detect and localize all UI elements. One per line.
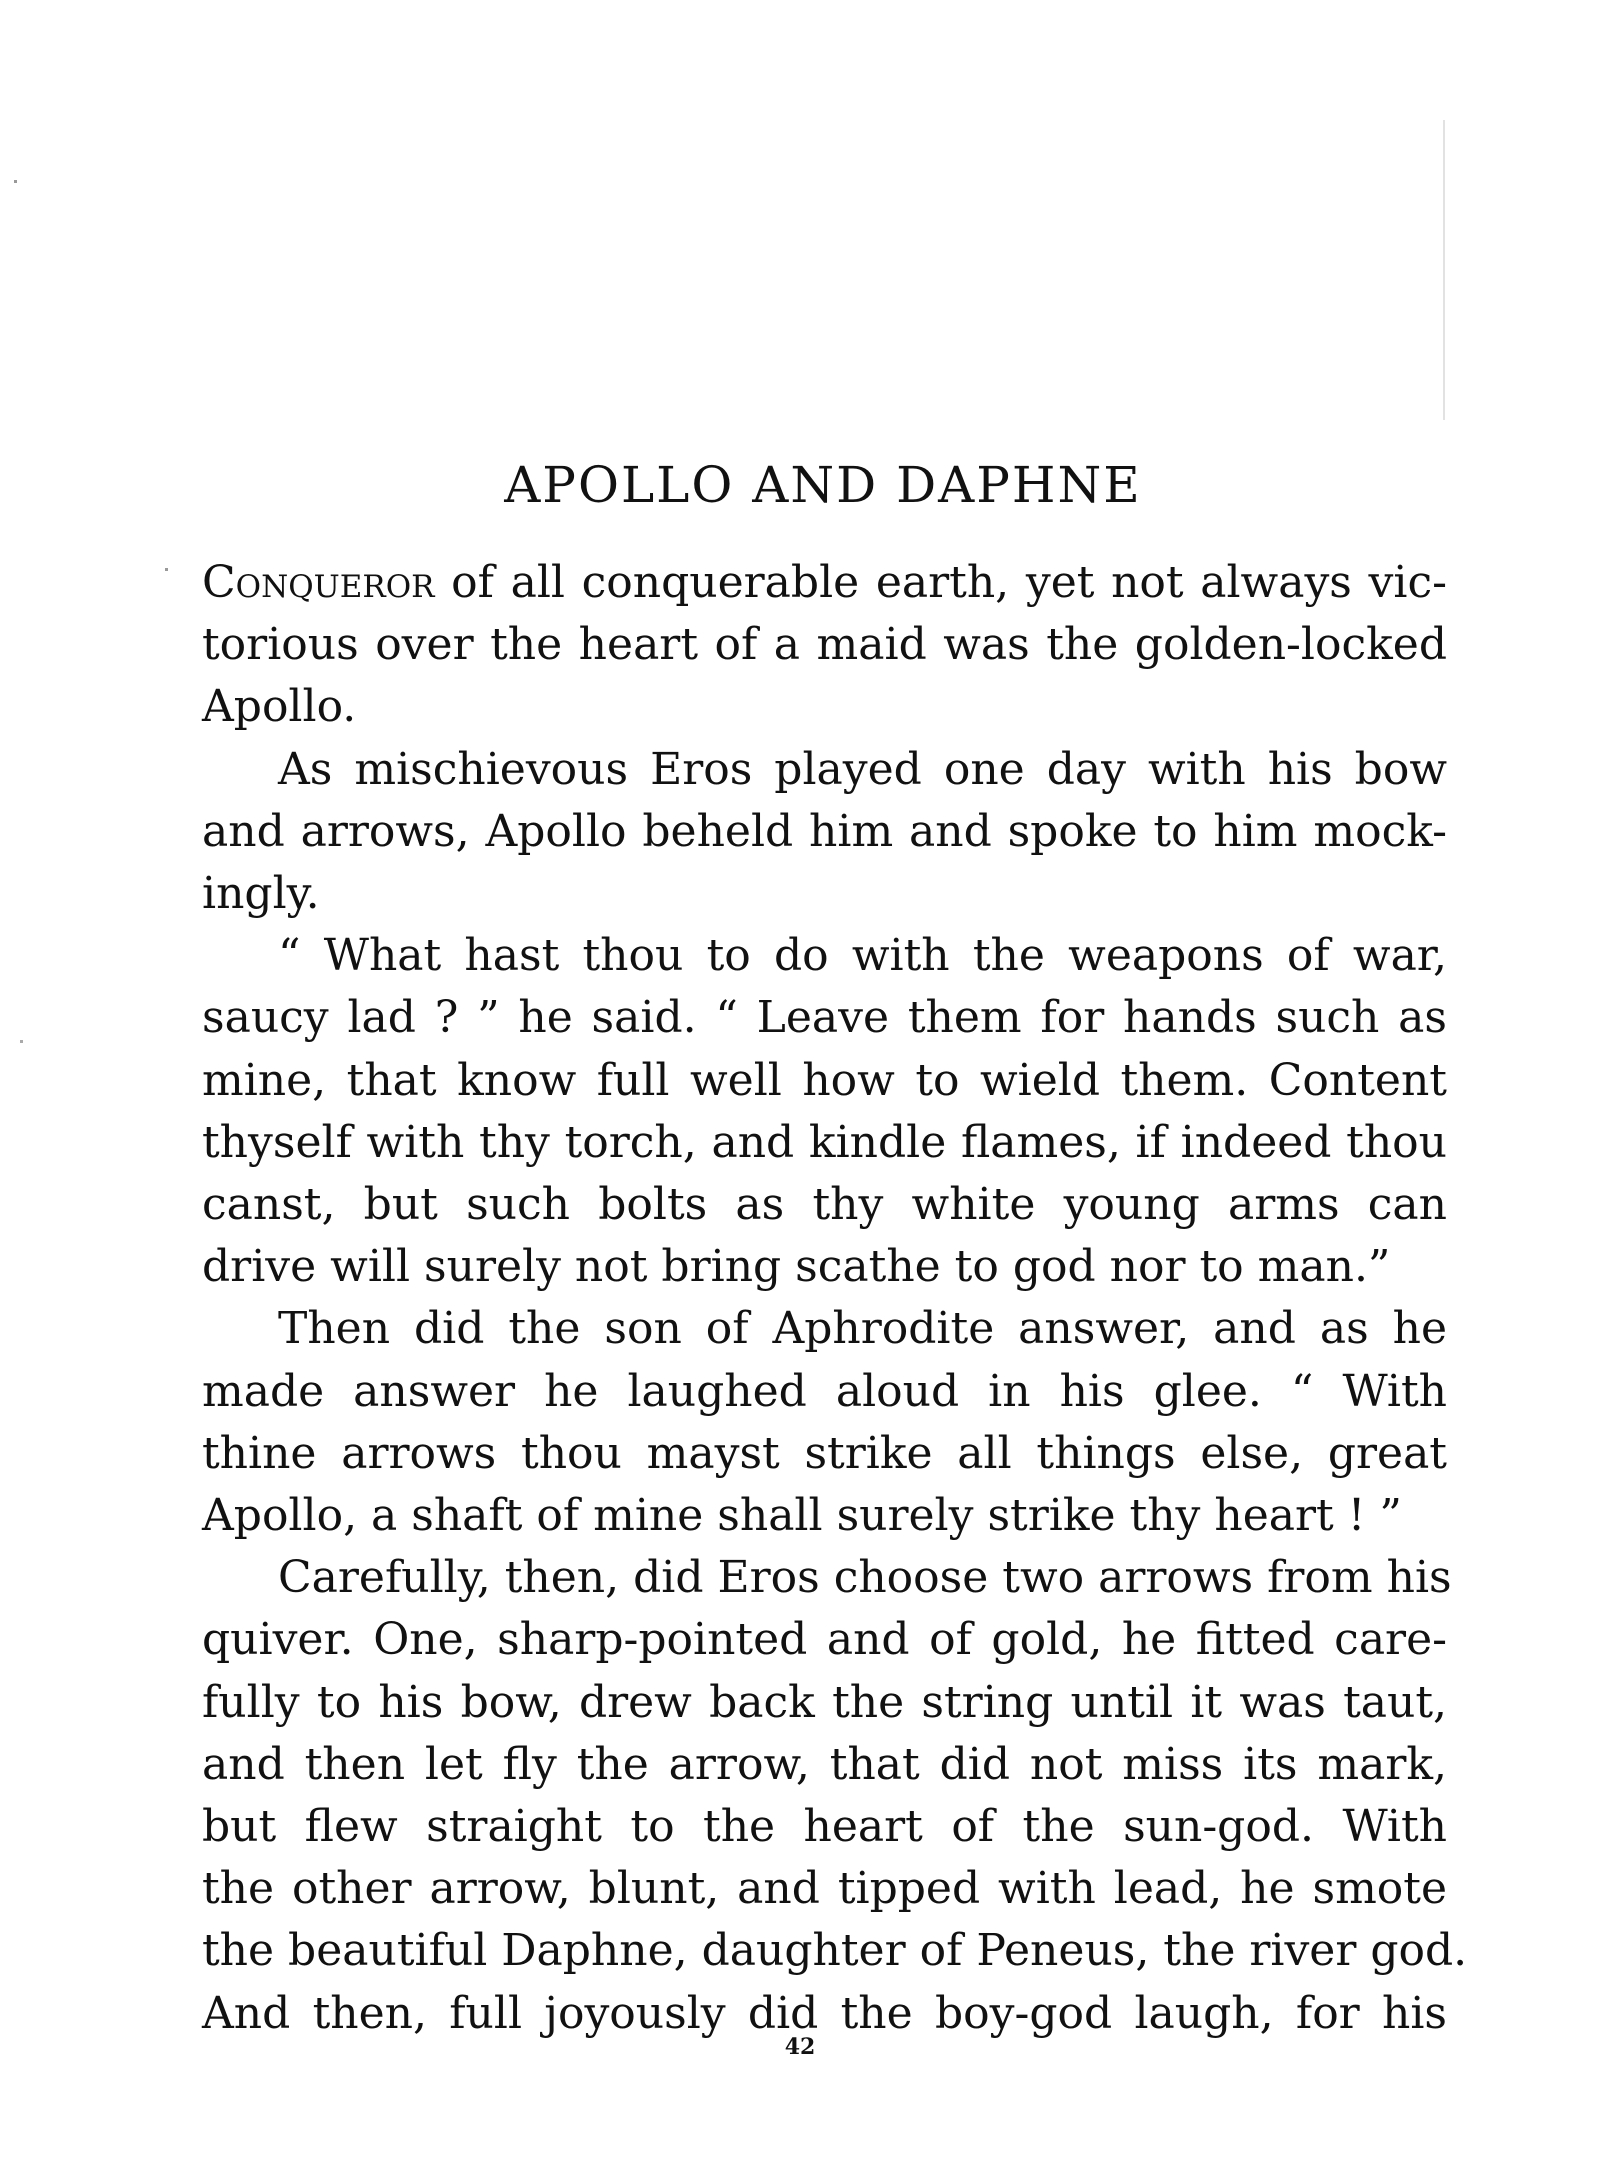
scan-dust <box>165 568 168 571</box>
scan-dust <box>20 1040 23 1043</box>
chapter-title: APOLLO AND DAPHNE <box>504 456 1142 514</box>
paragraph-1 <box>202 552 1447 739</box>
scan-edge-mark <box>1443 120 1445 420</box>
text-line: and then let fly the arrow, that did not miss its mark, <box>202 1738 1447 1790</box>
text-line: mine, that know full well how to wield them. Content <box>202 1054 1447 1106</box>
text-line: Then did the son of Aphrodite answer, and as he <box>278 1303 1447 1355</box>
text-line: quiver. One, sharp-pointed and of gold, he fitted care- <box>202 1614 1447 1666</box>
text-line: thyself with thy torch, and kindle flames, if indeed thou <box>202 1116 1447 1168</box>
text-line: And then, full joyously did the boy-god laugh, for his <box>202 1987 1447 2039</box>
text-line: Apollo. <box>202 681 357 733</box>
paragraph-3 <box>202 925 1447 1298</box>
text-line: torious over the heart of a maid was the golden-locked <box>202 619 1447 671</box>
text-line: and arrows, Apollo beheld him and spoke to him mock- <box>202 805 1447 857</box>
paragraph-4 <box>202 1298 1447 1547</box>
text-line: Apollo, a shaft of mine shall surely strike thy heart ! ” <box>202 1490 1402 1542</box>
lead-word: Conqueror <box>202 557 435 608</box>
text-line: the beautiful Daphne, daughter of Peneus, the river god. <box>202 1925 1468 1977</box>
paragraph-2 <box>202 739 1447 926</box>
text-line: the other arrow, blunt, and tipped with lead, he smote <box>202 1863 1447 1915</box>
text-line: fully to his bow, drew back the string until it was taut, <box>202 1676 1447 1728</box>
text-line: made answer he laughed aloud in his glee. “ With <box>202 1365 1447 1417</box>
text-line: canst, but such bolts as thy white young arms can <box>202 1179 1447 1231</box>
text-line: thine arrows thou mayst strike all things else, great <box>202 1427 1447 1479</box>
text-line: As mischievous Eros played one day with his bow <box>278 743 1447 795</box>
text-line: drive will surely not bring scathe to god nor to man.” <box>202 1241 1391 1293</box>
page-number: 42 <box>784 2034 816 2060</box>
text-line: but flew straight to the heart of the sun-god. With <box>202 1801 1447 1853</box>
body-text <box>202 552 1468 2045</box>
paragraph-5 <box>202 1547 1468 2045</box>
text-line: Carefully, then, did Eros choose two arrows from his <box>278 1552 1452 1604</box>
text-line: ingly. <box>202 868 320 920</box>
text-line: “ What hast thou to do with the weapons of war, <box>278 930 1447 982</box>
text-line: Conqueror of all conquerable earth, yet not always vic- <box>202 557 1447 608</box>
text-line: saucy lad ? ” he said. “ Leave them for hands such as <box>202 992 1447 1044</box>
scan-dust <box>14 180 17 183</box>
